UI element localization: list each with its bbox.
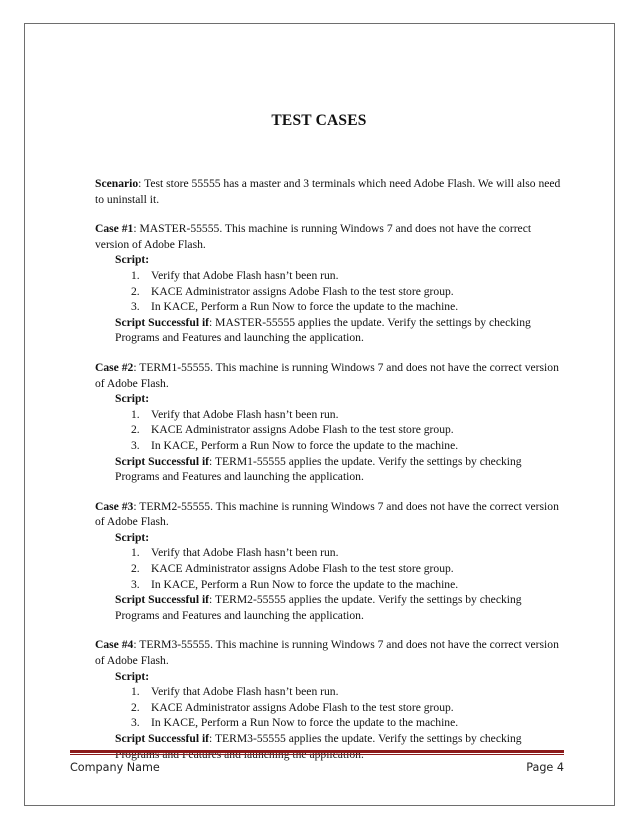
case-text: : MASTER-55555. This machine is running Windows 7 and does not have the correct version of Adobe Flash. [95,222,532,251]
step-text: Verify that Adobe Flash hasn’t been run. [151,685,339,699]
case-heading [95,499,565,530]
case-label: Case #4 [95,638,134,652]
step-text: Verify that Adobe Flash hasn’t been run. [151,268,339,282]
step-number: 1. [131,407,140,421]
footer-page-number: Page 4 [526,761,564,774]
script-heading: Script: [115,669,150,683]
script-steps [115,545,565,592]
script-heading: Script: [115,530,150,544]
script-block [95,252,565,346]
script-step [115,561,565,577]
success-label: Script Successful if [115,315,210,329]
test-case-1 [95,221,565,346]
footer-rule-thin [70,754,564,755]
script-steps [115,684,565,731]
step-text: Verify that Adobe Flash hasn’t been run. [151,407,339,421]
case-text: : TERM1-55555. This machine is running Windows 7 and does not have the correct version of Adobe Flash. [95,360,559,390]
script-step [115,577,565,593]
success-text: : TERM3-55555 applies the update. Verify the settings by checking [209,732,522,745]
step-text: In KACE, Perform a Run Now to force the update to the machine. [151,438,459,452]
success-criteria [115,731,565,762]
step-number: 1. [131,546,140,560]
step-number: 2. [131,700,140,714]
success-text: : MASTER-55555 applies the update. Verify the settings by checking Programs and Features and launching the application. [115,315,531,345]
script-block [95,391,565,485]
success-criteria [115,315,565,346]
success-label: Script Successful if [115,593,210,607]
step-text: KACE Administrator assigns Adobe Flash to the test store group. [151,423,454,437]
script-step [115,299,565,315]
script-label: Script [115,253,146,267]
test-case-3 [95,499,565,624]
step-text: In KACE, Perform a Run Now to force the update to the machine. [151,716,459,730]
success-criteria [115,592,565,623]
step-number: 3. [131,716,140,730]
case-label: Case #1 [95,222,134,236]
script-step [115,422,565,438]
script-step [115,407,565,423]
script-steps [115,407,565,454]
success-text: : TERM2-55555 applies the update. Verify the settings by checking Programs and Features and launching the application. [115,593,522,622]
case-label: Case #2 [95,360,134,374]
script-step [115,438,565,454]
step-number: 3. [131,438,140,452]
script-label: Script [115,392,146,406]
scenario-paragraph [95,176,565,207]
step-number: 3. [131,300,140,314]
script-block [95,669,565,763]
success-label: Script Successful if [115,732,210,745]
script-heading: Script: [115,392,150,406]
success-criteria [115,454,565,485]
case-heading [95,360,565,391]
script-label: Script [115,669,146,683]
scenario-label: Scenario [95,177,139,190]
footer-rule [70,750,564,753]
step-text: KACE Administrator assigns Adobe Flash to the test store group. [151,284,454,298]
case-heading [95,637,565,668]
script-step [115,545,565,561]
step-number: 3. [131,577,140,591]
step-text: In KACE, Perform a Run Now to force the update to the machine. [151,577,459,591]
case-heading [95,221,565,252]
success-text: : TERM1-55555 applies the update. Verify the settings by checking Programs and Features and launching the application. [115,454,522,484]
script-step [115,284,565,300]
script-step [115,268,565,284]
step-number: 2. [131,284,140,298]
step-number: 2. [131,562,140,576]
script-label: Script [115,530,146,544]
page-title: TEST CASES [271,112,367,129]
case-text: : TERM3-55555. This machine is running Windows 7 and does not have the correct version of Adobe Flash. [95,638,559,668]
step-number: 1. [131,685,140,699]
script-block [95,530,565,624]
step-text: KACE Administrator assigns Adobe Flash to the test store group. [151,700,454,714]
script-step [115,715,565,731]
document-body [95,110,565,762]
step-number: 2. [131,423,140,437]
script-step [115,700,565,716]
footer-company-name: Company Name [70,761,160,774]
scenario-text: : Test store 55555 has a master and 3 terminals which need Adobe Flash. We will also need to uninstall it. [95,177,561,206]
test-case-4 [95,637,565,762]
case-label: Case #3 [95,499,134,513]
step-number: 1. [131,268,140,282]
script-heading: Script: [115,253,150,267]
step-text: In KACE, Perform a Run Now to force the update to the machine. [151,300,459,314]
test-case-2 [95,360,565,485]
step-text: KACE Administrator assigns Adobe Flash to the test store group. [151,562,454,576]
script-steps [115,268,565,315]
case-text: : TERM2-55555. This machine is running Windows 7 and does not have the correct version of Adobe Flash. [95,499,559,529]
step-text: Verify that Adobe Flash hasn’t been run. [151,546,339,560]
script-step [115,684,565,700]
success-label: Script Successful if [115,454,210,468]
